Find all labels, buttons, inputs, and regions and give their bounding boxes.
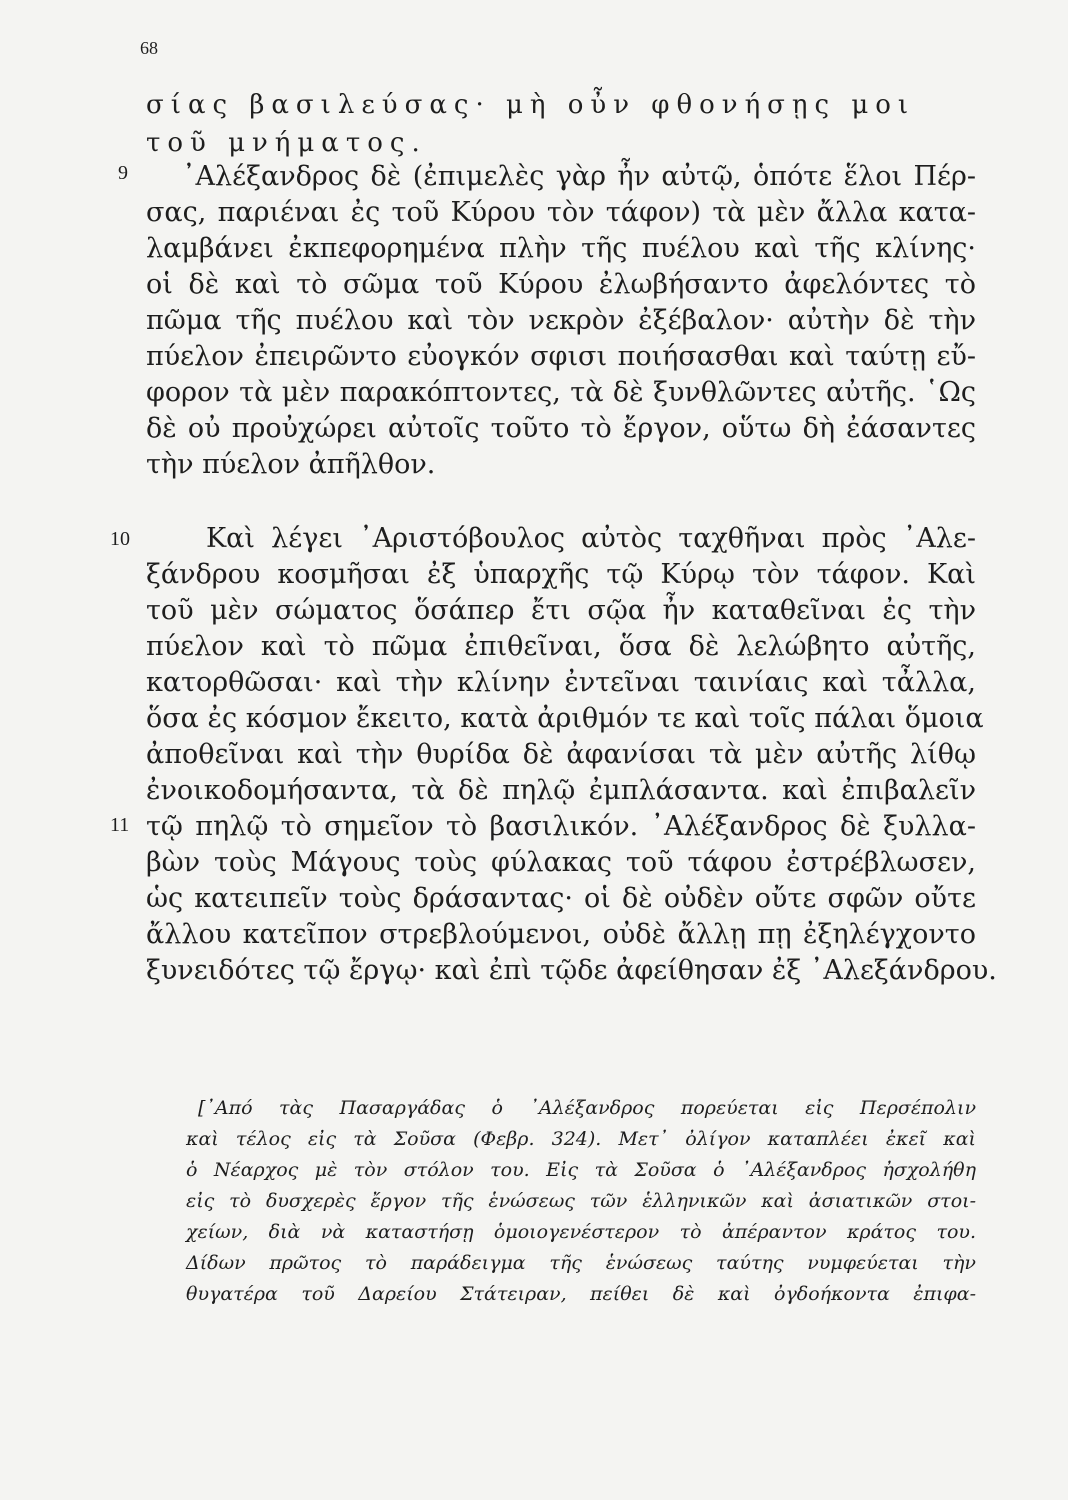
text-line: ἐνοικοδομήσαντα, τὰ δὲ πηλῷ ἐμπλάσαντα. καὶ ἐπιβαλεῖν [146,775,976,806]
text-line: τοῦ μὲν σώματος ὅσάπερ ἔτι σῷα ἦν καταθεῖναι ἐς τὴν [146,595,976,626]
text-line: ἄλλου κατεῖπον στρεβλούμενοι, οὐδὲ ἄλλῃ πῃ ἐξηλέγχοντο [146,919,976,950]
text-line: οἱ δὲ καὶ τὸ σῶμα τοῦ Κύρου ἐλωβήσαντο ἀφελόντες τὸ [146,269,976,300]
text-line: τὴν πύελον ἀπῆλθον. [146,449,436,480]
text-line: ξυνειδότες τῷ ἔργῳ· καὶ ἐπὶ τῷδε ἀφείθησαν ἐξ ᾿Αλεξάνδρου. [146,955,997,986]
note-line: ὁ Νέαρχος μὲ τὸν στόλον του. Εἰς τὰ Σοῦσα ὁ ᾿Αλέξανδρος ἠσχολήθη [186,1159,976,1181]
section-number: 10 [110,528,130,550]
text-line: Καὶ λέγει ᾿Αριστόβουλος αὐτὸς ταχθῆναι πρὸς ᾿Αλε- [206,523,976,554]
note-line: καὶ τέλος εἰς τὰ Σοῦσα (Φεβρ. 324). Μετ᾿ ὀλίγον καταπλέει ἐκεῖ καὶ [186,1128,976,1150]
text-line: σας, παριέναι ἐς τοῦ Κύρου τὸν τάφον) τὰ μὲν ἄλλα κατα- [146,197,976,228]
section-number: 11 [110,814,130,836]
note-line: [᾿Από τὰς Πασαργάδας ὁ ᾿Αλέξανδρος πορεύεται εἰς Περσέπολιν [198,1097,976,1119]
note-line: εἰς τὸ δυσχερὲς ἔργον τῆς ἑνώσεως τῶν ἑλληνικῶν καὶ ἀσιατικῶν στοι- [186,1190,976,1212]
text-line: ᾿Αλέξανδρος δὲ (ἐπιμελὲς γὰρ ἦν αὐτῷ, ὁπότε ἕλοι Πέρ- [182,161,976,192]
text-line: ξάνδρου κοσμῆσαι ἐξ ὑπαρχῆς τῷ Κύρῳ τὸν τάφον. Καὶ [146,559,976,590]
section-number: 9 [118,162,128,184]
note-line: Δίδων πρῶτος τὸ παράδειγμα τῆς ἑνώσεως ταύτης νυμφεύεται τὴν [186,1252,976,1274]
text-line: πύελον καὶ τὸ πῶμα ἐπιθεῖναι, ὅσα δὲ λελώβητο αὐτῆς, [146,631,976,662]
text-line: δὲ οὐ προὐχώρει αὐτοῖς τοῦτο τὸ ἔργον, οὕτω δὴ ἐάσαντες [146,413,976,444]
text-line: πύελον ἐπειρῶντο εὐογκόν σφισι ποιήσασθαι καὶ ταύτῃ εὔ- [146,341,976,372]
text-line: ὅσα ἐς κόσμον ἔκειτο, κατὰ ἀριθμόν τε καὶ τοῖς πάλαι ὅμοια [146,703,984,734]
page-number: 68 [140,38,158,58]
text-line: φορον τὰ μὲν παρακόπτοντες, τὰ δὲ ξυνθλῶντες αὐτῆς. ῾Ως [146,377,976,408]
text-line: σίας βασιλεύσας· μὴ οὖν φθονήσῃς μοι [146,90,916,120]
text-line: τῷ πηλῷ τὸ σημεῖον τὸ βασιλικόν. ᾿Αλέξανδρος δὲ ξυλλα- [146,811,976,842]
note-line: θυγατέρα τοῦ Δαρείου Στάτειραν, πείθει δὲ καὶ ὀγδοήκοντα ἐπιφα- [186,1283,976,1305]
text-line: ἀποθεῖναι καὶ τὴν θυρίδα δὲ ἀφανίσαι τὰ μὲν αὐτῆς λίθῳ [146,739,976,770]
note-line: χείων, διὰ νὰ καταστήσῃ ὁμοιογενέστερον τὸ ἀπέραντον κράτος του. [186,1221,976,1243]
text-line: κατορθῶσαι· καὶ τὴν κλίνην ἐντεῖναι ταινίαις καὶ τἆλλα, [146,667,976,698]
text-line: τοῦ μνήματος. [146,128,427,158]
text-line: πῶμα τῆς πυέλου καὶ τὸν νεκρὸν ἐξέβαλον· αὐτὴν δὲ τὴν [146,305,976,336]
text-line: βὼν τοὺς Μάγους τοὺς φύλακας τοῦ τάφου ἐστρέβλωσεν, [146,847,976,878]
text-line: ὡς κατειπεῖν τοὺς δράσαντας· οἱ δὲ οὐδὲν οὔτε σφῶν οὔτε [146,883,976,914]
text-line: λαμβάνει ἐκπεφορημένα πλὴν τῆς πυέλου καὶ τῆς κλίνης· [146,233,976,264]
